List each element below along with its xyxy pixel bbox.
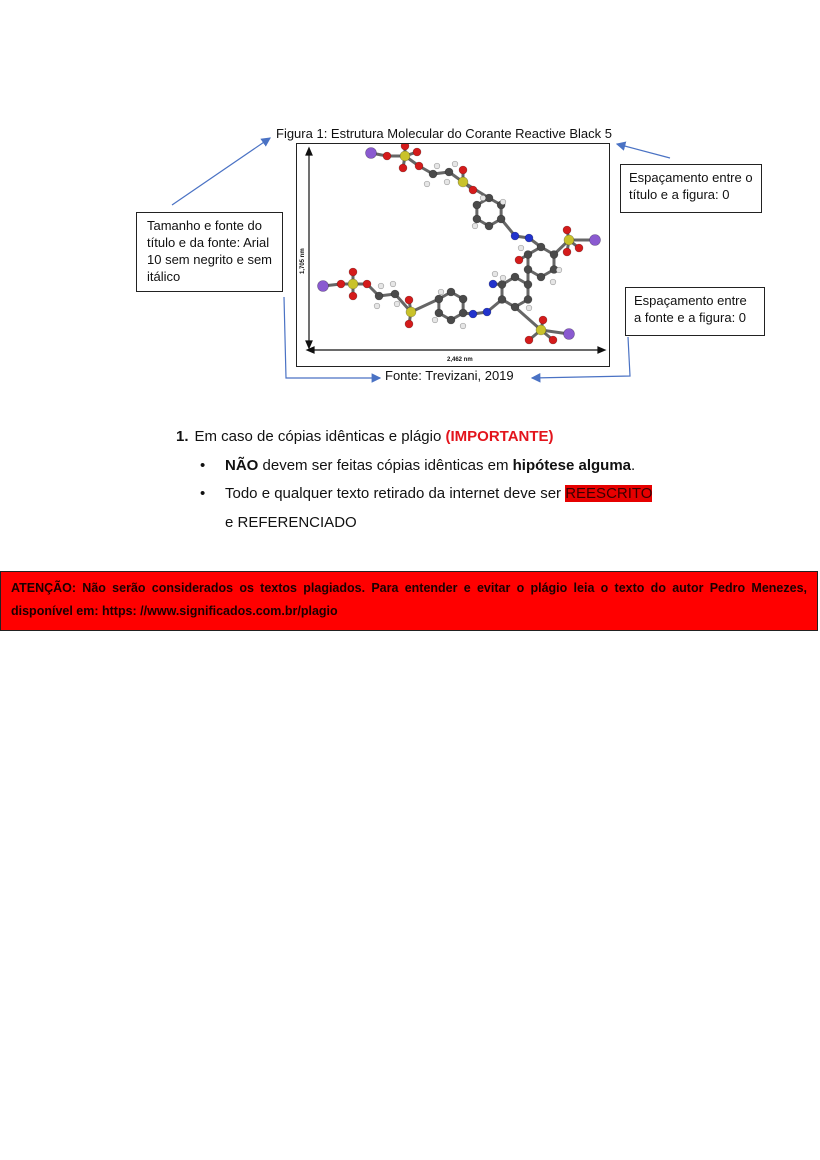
callout-arrows [0, 0, 820, 420]
bullet-text-end: . [631, 457, 636, 474]
bullet-rewrite-text: Todo e qualquer texto retirado da internet deve ser [225, 485, 566, 502]
section-heading-text: Em caso de cópias idênticas e plágio [194, 428, 442, 445]
bullet-bold-no: NÃO [225, 457, 259, 474]
dimension-vertical-label: 1,705 nm [300, 248, 306, 274]
section-number: 1. [176, 428, 189, 445]
figure-source: Fonte: Trevizani, 2019 [385, 368, 514, 383]
note-source-spacing: Espaçamento entre a fonte e a figura: 0 [625, 287, 765, 336]
important-flag: (IMPORTANTE) [445, 428, 554, 445]
note-title-spacing: Espaçamento entre o título e a figura: 0 [620, 164, 762, 213]
figure-title: Figura 1: Estrutura Molecular do Corante Reactive Black 5 [276, 126, 612, 141]
highlight-rewrite: REESCRITO [565, 485, 653, 502]
note-font-style: Tamanho e fonte do título e da fonte: Arial 10 sem negrito e sem itálico [136, 212, 283, 292]
bullet-glyph: • [200, 485, 206, 502]
bullet-rewrite-line2: e REFERENCIADO [225, 514, 357, 531]
dimension-horizontal-label: 2,462 nm [447, 357, 473, 363]
section-heading [176, 428, 554, 445]
bullet-glyph: • [200, 457, 206, 474]
plagiarism-warning: ATENÇÃO: Não serão considerados os textos plagiados. Para entender e evitar o plágio leia o texto do autor Pedro Menezes, disponível em: https: //www.significados.com.br/plagio [0, 571, 818, 631]
bullet-text-mid: devem ser feitas cópias idênticas em [258, 457, 513, 474]
bullet-bold-hypothesis: hipótese alguma [512, 457, 631, 474]
